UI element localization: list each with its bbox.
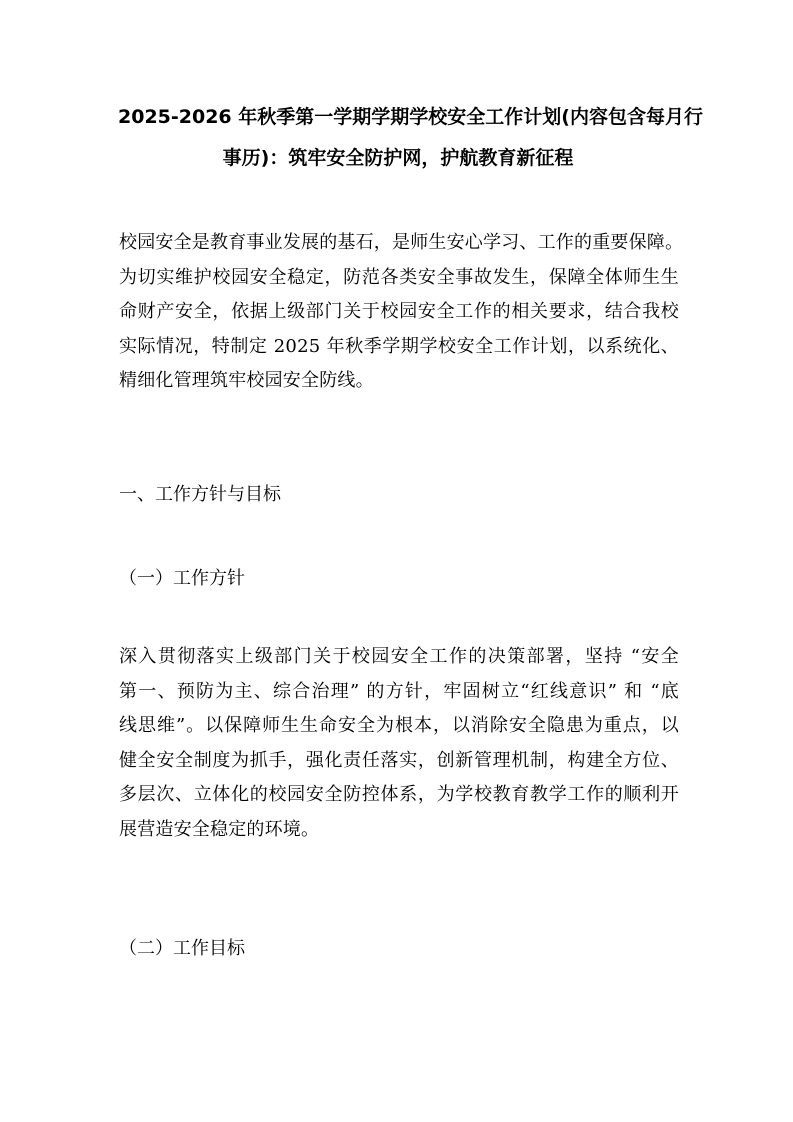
policy-paragraph [119, 640, 679, 847]
policy-line: 展营造安全稳定的环境。 [119, 818, 320, 840]
section-heading-policy-and-goals: 一、工作方针与目标 [119, 484, 281, 505]
subsection-heading-work-goals: （二）工作目标 [119, 938, 245, 959]
document-title-line-1: 2025-2026 年秋季第一学期学期学校安全工作计划(内容包含每月行 [118, 106, 703, 128]
intro-line: 校园安全是教育事业发展的基石，是师生安心学习、工作的重要保障。 [119, 232, 684, 253]
intro-line: 命财产安全，依据上级部门关于校园安全工作的相关要求，结合我校 [119, 301, 679, 322]
policy-line: 健全安全制度为抓手，强化责任落实，创新管理机制，构建全方位、 [119, 749, 679, 771]
intro-paragraph [119, 226, 684, 399]
intro-line: 实际情况，特制定 2025 年秋季学期学校安全工作计划，以系统化、 [119, 335, 679, 357]
policy-line: 深入贯彻落实上级部门关于校园安全工作的决策部署，坚持 “安全 [119, 646, 679, 667]
intro-line: 精细化管理筑牢校园安全防线。 [119, 370, 374, 391]
document-title-line-2: 事历)：筑牢安全防护网，护航教育新征程 [222, 147, 574, 169]
policy-line: 多层次、立体化的校园安全防控体系，为学校教育教学工作的顺利开 [119, 784, 679, 805]
subsection-heading-work-policy: （一）工作方针 [119, 568, 245, 589]
intro-line: 为切实维护校园安全稳定，防范各类安全事故发生，保障全体师生生 [119, 266, 679, 288]
policy-line: 第一、预防为主、综合治理” 的方针，牢固树立“红线意识” 和 “底 [119, 680, 679, 702]
policy-line: 线思维”。以保障师生生命安全为根本，以消除安全隐患为重点，以 [119, 715, 679, 736]
